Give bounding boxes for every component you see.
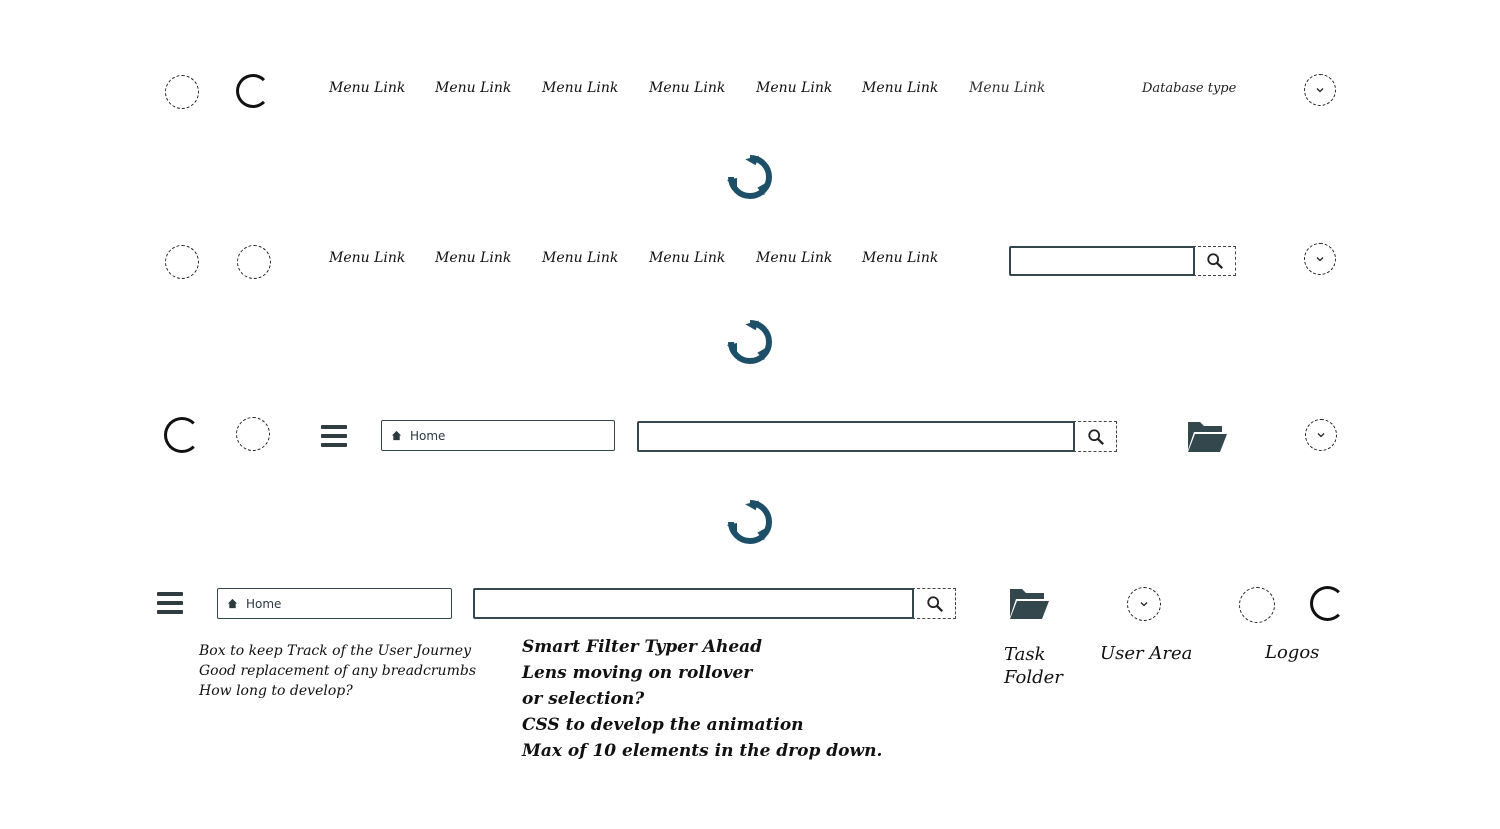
search-button[interactable]: [912, 588, 956, 619]
logo-primary[interactable]: [164, 417, 200, 453]
refresh-arrows-icon: [725, 317, 775, 367]
menu-link-2[interactable]: Menu Link: [435, 80, 512, 96]
journey-notes: [199, 641, 476, 701]
user-menu-button[interactable]: [1304, 74, 1336, 106]
menu-link-1[interactable]: Menu Link: [329, 250, 406, 266]
logo-secondary[interactable]: [236, 417, 270, 451]
magnifier-icon: [1206, 252, 1224, 270]
menu-link-4[interactable]: Menu Link: [649, 80, 726, 96]
menu-link-1[interactable]: Menu Link: [329, 80, 406, 96]
user-journey-box[interactable]: [381, 420, 615, 451]
database-type-label: Database type: [1142, 81, 1237, 96]
chevron-down-icon: [1315, 254, 1325, 264]
note-line: or selection?: [522, 689, 645, 709]
search-input[interactable]: [473, 588, 914, 619]
note-line: Lens moving on rollover: [522, 663, 753, 683]
logos-note: Logos: [1265, 642, 1320, 663]
note-line: CSS to develop the animation: [522, 715, 804, 735]
menu-link-6[interactable]: Menu Link: [862, 80, 939, 96]
folder-open-icon[interactable]: [1008, 585, 1050, 621]
menu-link-5[interactable]: Menu Link: [756, 80, 833, 96]
task-folder-note: [1004, 643, 1063, 689]
search-notes: [522, 634, 882, 764]
logo-secondary[interactable]: [237, 245, 271, 279]
search-input[interactable]: [1009, 246, 1195, 276]
note-line: How long to develop?: [199, 683, 353, 699]
logo-secondary[interactable]: [1310, 586, 1345, 621]
refresh-arrows-icon: [725, 497, 775, 547]
search-button[interactable]: [1073, 421, 1117, 452]
menu-link-4[interactable]: Menu Link: [649, 250, 726, 266]
chevron-down-icon: [1139, 599, 1149, 609]
magnifier-icon: [926, 595, 944, 613]
chevron-down-icon: [1316, 430, 1326, 440]
hamburger-menu-button[interactable]: [157, 592, 183, 614]
user-menu-button[interactable]: [1304, 243, 1336, 275]
logo-primary[interactable]: [165, 245, 199, 279]
chevron-down-icon: [1315, 85, 1325, 95]
journey-label: Home: [410, 428, 446, 443]
logo-primary[interactable]: [165, 75, 199, 109]
menu-link-6[interactable]: Menu Link: [862, 250, 939, 266]
hamburger-menu-button[interactable]: [321, 425, 347, 447]
note-line: Good replacement of any breadcrumbs: [199, 663, 476, 679]
note-line: Folder: [1004, 667, 1063, 688]
note-line: Smart Filter Typer Ahead: [522, 637, 763, 657]
search-input[interactable]: [637, 421, 1075, 452]
magnifier-icon: [1087, 428, 1105, 446]
logo-primary[interactable]: [1239, 587, 1275, 623]
note-line: Task: [1004, 644, 1046, 665]
menu-link-5[interactable]: Menu Link: [756, 250, 833, 266]
refresh-arrows-icon: [725, 152, 775, 202]
search-button[interactable]: [1193, 246, 1236, 276]
user-area-note: User Area: [1100, 643, 1193, 664]
home-icon: [227, 598, 238, 609]
journey-label: Home: [246, 596, 282, 611]
user-journey-box[interactable]: [217, 588, 452, 619]
user-menu-button[interactable]: [1305, 419, 1337, 451]
user-menu-button[interactable]: [1127, 587, 1161, 621]
menu-link-3[interactable]: Menu Link: [542, 80, 619, 96]
note-line: Max of 10 elements in the drop down.: [522, 741, 883, 761]
menu-link-2[interactable]: Menu Link: [435, 250, 512, 266]
note-line: Box to keep Track of the User Journey: [199, 643, 471, 659]
folder-open-icon[interactable]: [1186, 418, 1228, 454]
menu-link-3[interactable]: Menu Link: [542, 250, 619, 266]
home-icon: [391, 430, 402, 441]
logo-secondary[interactable]: [236, 74, 270, 108]
menu-link-7[interactable]: Menu Link: [969, 80, 1046, 96]
